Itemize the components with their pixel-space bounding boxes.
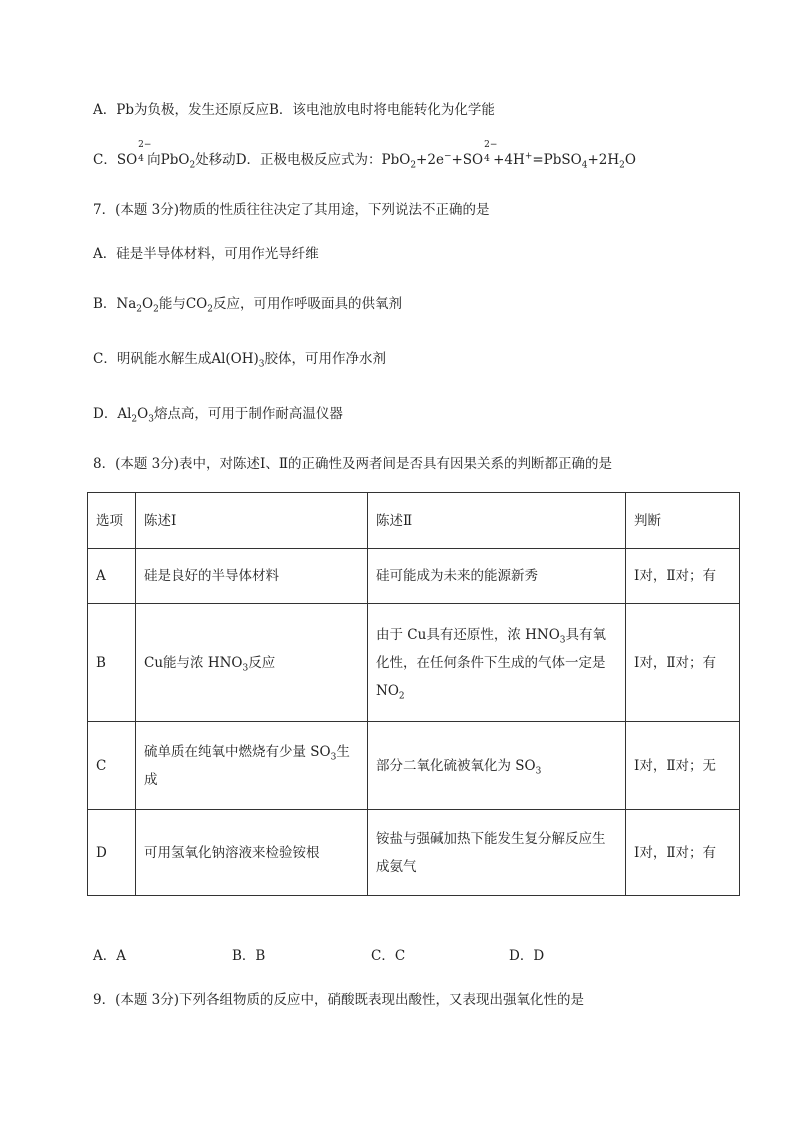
q6-option-c: C．SO 2− 4 向PbO$_2$处移动: [93, 140, 236, 171]
q7-option-d: D．$Al_2O_3$熔点高，可用于制作耐高温仪器: [93, 406, 343, 425]
table-header-row: [88, 493, 740, 549]
q7-option-a: A．硅是半导体材料，可用作光导纤维: [93, 246, 319, 262]
q6-option-d: D．正极电极反应式为：PbO$_2$+2e−+SO 2− 4 $+4H^+=PbSO_4+2H_2O$: [235, 140, 636, 171]
q7-option-c: C．明矾能水解生成$Al(OH)_3$胶体，可用作净水剂: [93, 351, 387, 370]
q8-answer-b: B．B: [232, 948, 266, 964]
q7-stem: 7．(本题 3分)物质的性质往往决定了其用途，下列说法不正确的是: [93, 202, 490, 218]
header-judgement: 判断: [626, 493, 740, 549]
q8-answer-d: D．D: [509, 948, 545, 964]
q9-stem: 9．(本题 3分)下列各组物质的反应中，硝酸既表现出酸性，又表现出强氧化性的是: [93, 992, 585, 1008]
q8-answer-c: C．C: [371, 948, 406, 964]
q7-option-b: B．$Na_2O_2$能与$CO_2$反应，可用作呼吸面具的供氧剂: [93, 296, 402, 315]
q6-option-a: A．Pb为负极，发生还原反应: [93, 102, 269, 118]
q6-options-ab: [93, 100, 495, 120]
q6-option-b: B．该电池放电时将电能转化为化学能: [268, 102, 495, 118]
table-row: B Cu能与浓 $HNO_3$反应 由于 Cu具有还原性，浓 $HNO_3$具有氧化性，在任何条件下生成的气体一定是 $NO_2$ Ⅰ对，Ⅱ对；有: [88, 604, 740, 722]
q8-table: [87, 492, 740, 896]
table-row: C 硫单质在纯氧中燃烧有少量 $SO_3$生成 部分二氧化硫被氧化为 $SO_3$ Ⅰ对，Ⅱ对；无: [88, 722, 740, 810]
header-statement-1: 陈述Ⅰ: [136, 493, 368, 549]
q8-stem: 8．(本题 3分)表中，对陈述Ⅰ、Ⅱ的正确性及两者间是否具有因果关系的判断都正确的是: [93, 456, 613, 472]
table-row: A 硅是良好的半导体材料 硅可能成为未来的能源新秀 Ⅰ对，Ⅱ对；有: [88, 549, 740, 604]
q6-options-cd: [93, 140, 636, 171]
header-statement-2: 陈述Ⅱ: [368, 493, 626, 549]
q8-answer-a: A．A: [93, 948, 126, 964]
table-row: D 可用氢氧化钠溶液来检验铵根 铵盐与强碱加热下能发生复分解反应生成氨气 Ⅰ对，Ⅱ对；有: [88, 810, 740, 896]
header-option: 选项: [88, 493, 136, 549]
